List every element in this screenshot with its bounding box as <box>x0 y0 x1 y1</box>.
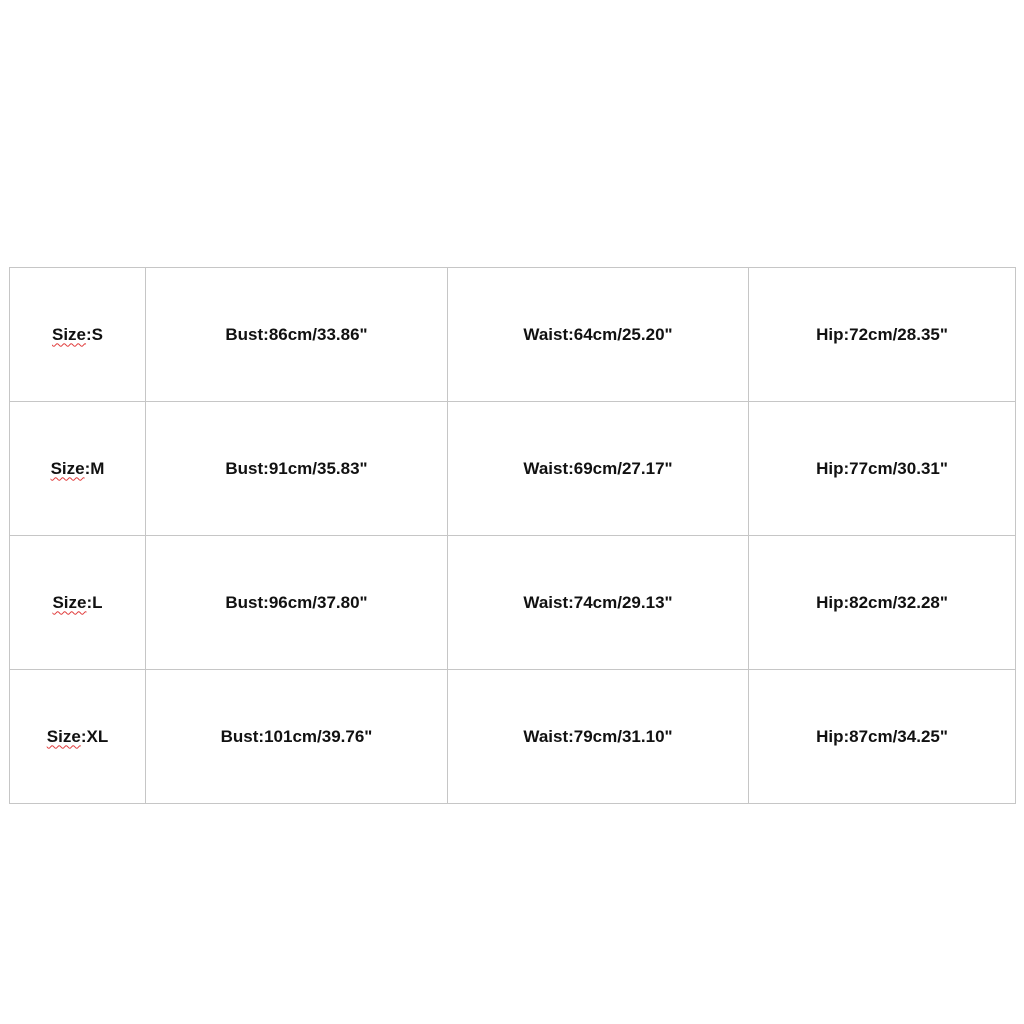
size-value: :M <box>84 458 105 478</box>
size-label: Size <box>52 592 87 612</box>
bust-cell: Bust:91cm/35.83" <box>146 402 448 536</box>
size-label: Size <box>46 726 81 746</box>
size-cell <box>10 268 146 402</box>
waist-cell: Waist:64cm/25.20" <box>448 268 749 402</box>
table-row <box>10 670 1016 804</box>
bust-cell: Bust:101cm/39.76" <box>146 670 448 804</box>
size-chart-table <box>9 267 1016 804</box>
hip-cell: Hip:77cm/30.31" <box>749 402 1016 536</box>
waist-cell: Waist:69cm/27.17" <box>448 402 749 536</box>
size-value: :S <box>86 324 104 344</box>
size-cell <box>10 402 146 536</box>
hip-cell: Hip:82cm/32.28" <box>749 536 1016 670</box>
bust-cell: Bust:86cm/33.86" <box>146 268 448 402</box>
waist-cell: Waist:79cm/31.10" <box>448 670 749 804</box>
size-label: Size <box>51 324 87 344</box>
table-row <box>10 268 1016 402</box>
table-row <box>10 536 1016 670</box>
size-value: :XL <box>80 726 109 746</box>
table-row <box>10 402 1016 536</box>
size-cell <box>10 670 146 804</box>
size-label: Size <box>50 458 85 478</box>
size-value: :L <box>86 592 103 612</box>
size-cell <box>10 536 146 670</box>
hip-cell: Hip:72cm/28.35" <box>749 268 1016 402</box>
bust-cell: Bust:96cm/37.80" <box>146 536 448 670</box>
waist-cell: Waist:74cm/29.13" <box>448 536 749 670</box>
hip-cell: Hip:87cm/34.25" <box>749 670 1016 804</box>
